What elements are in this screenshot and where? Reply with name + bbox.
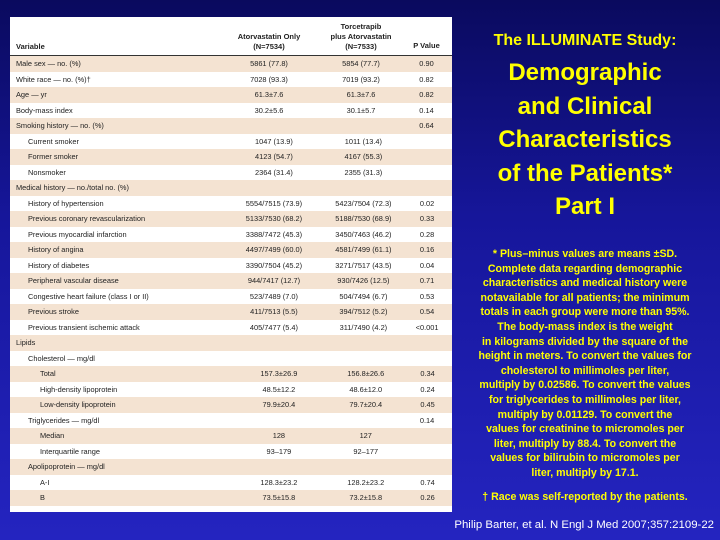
cell-torcetrapib: 5423/7504 (72.3) — [335, 198, 392, 208]
cell-torcetrapib: 930/7426 (12.5) — [337, 276, 390, 286]
cell-variable: Total — [40, 369, 56, 379]
table-row — [10, 366, 452, 382]
footnote-line: values for bilirubin to micromoles per — [490, 452, 680, 465]
cell-atorvastatin: 1047 (13.9) — [255, 136, 293, 146]
table-row — [10, 149, 452, 165]
table-row — [10, 165, 452, 181]
cell-torcetrapib: 3271/7517 (43.5) — [335, 260, 392, 270]
table-row — [10, 351, 452, 367]
table-row — [10, 103, 452, 119]
citation: Philip Barter, et al. N Engl J Med 2007;357:2109-22 — [454, 519, 714, 531]
cell-atorvastatin: 93–179 — [266, 446, 292, 456]
cell-atorvastatin: 523/7489 (7.0) — [249, 291, 298, 301]
footnote — [458, 247, 712, 481]
cell-variable: White race — no. (%)† — [16, 74, 91, 84]
footnote-line: in kilograms divided by the square of the — [481, 335, 689, 348]
header-torcetrapib — [315, 22, 407, 55]
cell-variable: Peripheral vascular disease — [28, 276, 119, 286]
cell-variable: Current smoker — [28, 136, 79, 146]
header-torcetrapib-line1: Torcetrapib — [340, 22, 382, 31]
table-header — [10, 17, 452, 56]
table-row — [10, 397, 452, 413]
cell-variable: A-I — [40, 477, 50, 487]
table-row — [10, 428, 452, 444]
cell-atorvastatin: 5861 (77.8) — [250, 59, 288, 69]
table-row — [10, 382, 452, 398]
cell-torcetrapib: 92–177 — [353, 446, 379, 456]
cell-atorvastatin: 405/7477 (5.4) — [249, 322, 298, 332]
table-row — [10, 196, 452, 212]
cell-atorvastatin: 61.3±7.6 — [254, 90, 284, 100]
table-row — [10, 56, 452, 72]
cell-torcetrapib: 5854 (77.7) — [342, 59, 380, 69]
cell-atorvastatin: 128.3±23.2 — [260, 477, 298, 487]
header-atorvastatin — [223, 32, 315, 55]
cell-torcetrapib: 1011 (13.4) — [344, 136, 382, 146]
slide-title-line: Characteristics — [498, 126, 672, 153]
footnote-line: height in meters. To convert the values for — [478, 350, 692, 363]
footnote-line: notavailable for all patients; the minimum — [480, 291, 690, 304]
footnote-line: characteristics and medical history were — [482, 277, 688, 290]
cell-variable: Triglycerides — mg/dl — [28, 415, 100, 425]
cell-variable: Smoking history — no. (%) — [16, 121, 104, 131]
cell-torcetrapib: 156.8±26.6 — [347, 369, 385, 379]
cell-variable: Apolipoprotein — mg/dl — [28, 462, 105, 472]
cell-pvalue: 0.82 — [419, 90, 434, 100]
cell-variable: Previous coronary revascularization — [28, 214, 146, 224]
cell-torcetrapib: 61.3±7.6 — [346, 90, 376, 100]
table-row — [10, 72, 452, 88]
cell-variable: History of angina — [28, 245, 84, 255]
cell-pvalue: <0.001 — [415, 322, 439, 332]
cell-pvalue: 0.04 — [419, 260, 435, 270]
cell-pvalue: 0.82 — [419, 74, 434, 84]
cell-torcetrapib: 30.1±5.7 — [346, 105, 376, 115]
table-row — [10, 273, 452, 289]
cell-atorvastatin: 4123 (54.7) — [255, 152, 293, 162]
cell-variable: Male sex — no. (%) — [16, 59, 81, 69]
cell-pvalue: 0.71 — [419, 276, 435, 286]
table-row — [10, 444, 452, 460]
cell-atorvastatin: 2364 (31.4) — [255, 167, 293, 177]
slide-title-line: Part I — [554, 193, 616, 220]
slide-title — [458, 56, 712, 224]
cell-pvalue: 0.24 — [420, 384, 435, 394]
table-row — [10, 87, 452, 103]
cell-atorvastatin: 157.3±26.9 — [260, 369, 298, 379]
footnote-line: Complete data regarding demographic — [487, 262, 683, 275]
cell-atorvastatin: 73.5±15.8 — [262, 493, 296, 503]
cell-pvalue: 0.54 — [419, 307, 435, 317]
table-row — [10, 134, 452, 150]
table-row — [10, 304, 452, 320]
characteristics-table — [10, 17, 452, 512]
table-row — [10, 289, 452, 305]
cell-atorvastatin: 3390/7504 (45.2) — [245, 260, 303, 270]
table-row — [10, 413, 452, 429]
cell-torcetrapib: 4581/7499 (61.1) — [335, 245, 392, 255]
footnote-line: for triglycerides to millimoles per liter, — [489, 393, 681, 406]
cell-pvalue: 0.14 — [419, 415, 435, 425]
cell-variable: History of hypertension — [28, 198, 104, 208]
table-body — [10, 56, 452, 506]
table-row — [10, 258, 452, 274]
cell-variable: Previous myocardial infarction — [28, 229, 127, 239]
cell-atorvastatin: 128 — [272, 431, 286, 441]
cell-atorvastatin: 30.2±5.6 — [254, 105, 284, 115]
footnote-line: liter, multiply by 17.1. — [531, 466, 639, 479]
table-row — [10, 335, 452, 351]
cell-variable: Former smoker — [28, 152, 79, 162]
cell-atorvastatin: 79.9±20.4 — [262, 400, 296, 410]
cell-variable: Low-density lipoprotein — [40, 400, 116, 410]
table-row — [10, 459, 452, 475]
cell-torcetrapib: 5188/7530 (68.9) — [335, 214, 392, 224]
cell-torcetrapib: 311/7490 (4.2) — [339, 322, 388, 332]
cell-pvalue: 0.34 — [420, 369, 435, 379]
footnote-line: cholesterol to millimoles per liter, — [500, 364, 670, 377]
cell-atorvastatin: 5133/7530 (68.2) — [245, 214, 303, 224]
header-torcetrapib-line2: plus Atorvastatin — [330, 32, 392, 41]
cell-pvalue: 0.16 — [419, 245, 435, 255]
table-row — [10, 320, 452, 336]
cell-pvalue: 0.74 — [420, 477, 435, 487]
cell-pvalue: 0.26 — [420, 493, 435, 503]
cell-pvalue: 0.64 — [419, 121, 434, 131]
cell-pvalue: 0.53 — [419, 291, 435, 301]
footnote-line: multiply by 0.02586. To convert the values — [479, 379, 691, 392]
cell-torcetrapib: 2355 (31.3) — [344, 167, 383, 177]
cell-atorvastatin: 411/7513 (5.5) — [250, 307, 298, 317]
cell-torcetrapib: 3450/7463 (46.2) — [335, 229, 392, 239]
cell-torcetrapib: 7019 (93.2) — [342, 74, 380, 84]
slide-title-line: Demographic — [508, 59, 662, 86]
cell-pvalue: 0.28 — [419, 229, 435, 239]
footnote-line: totals in each group were more than 95%. — [480, 306, 690, 319]
cell-variable: Cholesterol — mg/dl — [28, 353, 95, 363]
cell-variable: High-density lipoprotein — [40, 384, 118, 394]
cell-variable: Interquartile range — [40, 446, 100, 456]
footnote-line: * Plus–minus values are means ±SD. — [492, 248, 678, 260]
cell-torcetrapib: 73.2±15.8 — [349, 493, 383, 503]
cell-pvalue: 0.33 — [419, 214, 435, 224]
cell-variable: Median — [40, 431, 65, 441]
race-footnote: † Race was self-reported by the patients. — [482, 491, 688, 503]
cell-pvalue: 0.02 — [419, 198, 435, 208]
cell-pvalue: 0.14 — [419, 105, 434, 115]
table-row — [10, 211, 452, 227]
header-torcetrapib-line3: (N=7533) — [345, 42, 377, 51]
cell-torcetrapib: 128.2±23.2 — [347, 477, 385, 487]
cell-variable: Lipids — [16, 338, 36, 348]
slide-title-line: of the Patients* — [497, 159, 673, 187]
header-variable: Variable — [16, 42, 45, 51]
footnote-line: The body-mass index is the weight — [497, 320, 673, 333]
cell-atorvastatin: 4497/7499 (60.0) — [245, 245, 303, 255]
table-row — [10, 180, 452, 196]
cell-pvalue: 0.45 — [420, 400, 435, 410]
table-row — [10, 490, 452, 506]
cell-variable: Previous stroke — [28, 307, 79, 317]
cell-atorvastatin: 48.5±12.2 — [262, 384, 296, 394]
header-pvalue: P Value — [413, 41, 440, 50]
cell-variable: B — [40, 493, 45, 503]
table-row — [10, 118, 452, 134]
cell-variable: Body-mass index — [16, 105, 73, 115]
table-row — [10, 242, 452, 258]
cell-atorvastatin: 944/7417 (12.7) — [247, 276, 301, 286]
table-row — [10, 227, 452, 243]
cell-atorvastatin: 5554/7515 (73.9) — [245, 198, 303, 208]
cell-torcetrapib: 394/7512 (5.2) — [339, 307, 388, 317]
footnote-line: values for creatinine to micromoles per — [486, 423, 684, 436]
study-title: The ILLUMINATE Study: — [493, 32, 677, 49]
cell-torcetrapib: 4167 (55.3) — [344, 152, 383, 162]
cell-torcetrapib: 504/7494 (6.7) — [339, 291, 388, 301]
footnote-line: multiply by 0.01129. To convert the — [497, 408, 673, 421]
cell-variable: Previous transient ischemic attack — [28, 322, 140, 332]
cell-variable: History of diabetes — [28, 260, 90, 270]
cell-variable: Medical history — no./total no. (%) — [16, 183, 129, 193]
cell-atorvastatin: 7028 (93.3) — [250, 74, 288, 84]
cell-pvalue: 0.90 — [419, 59, 434, 69]
cell-torcetrapib: 79.7±20.4 — [349, 400, 383, 410]
header-atorvastatin-line2: (N=7534) — [253, 42, 285, 51]
cell-atorvastatin: 3388/7472 (45.3) — [245, 229, 303, 239]
header-atorvastatin-line1: Atorvastatin Only — [237, 32, 301, 41]
slide-title-line: and Clinical — [517, 92, 653, 120]
cell-variable: Age — yr — [16, 90, 47, 100]
cell-torcetrapib: 48.6±12.0 — [349, 384, 383, 394]
cell-variable: Congestive heart failure (class I or II) — [28, 291, 149, 301]
footnote-line: liter, multiply by 88.4. To convert the — [493, 437, 677, 450]
cell-variable: Nonsmoker — [28, 167, 66, 177]
cell-torcetrapib: 127 — [359, 431, 372, 441]
table-row — [10, 475, 452, 491]
